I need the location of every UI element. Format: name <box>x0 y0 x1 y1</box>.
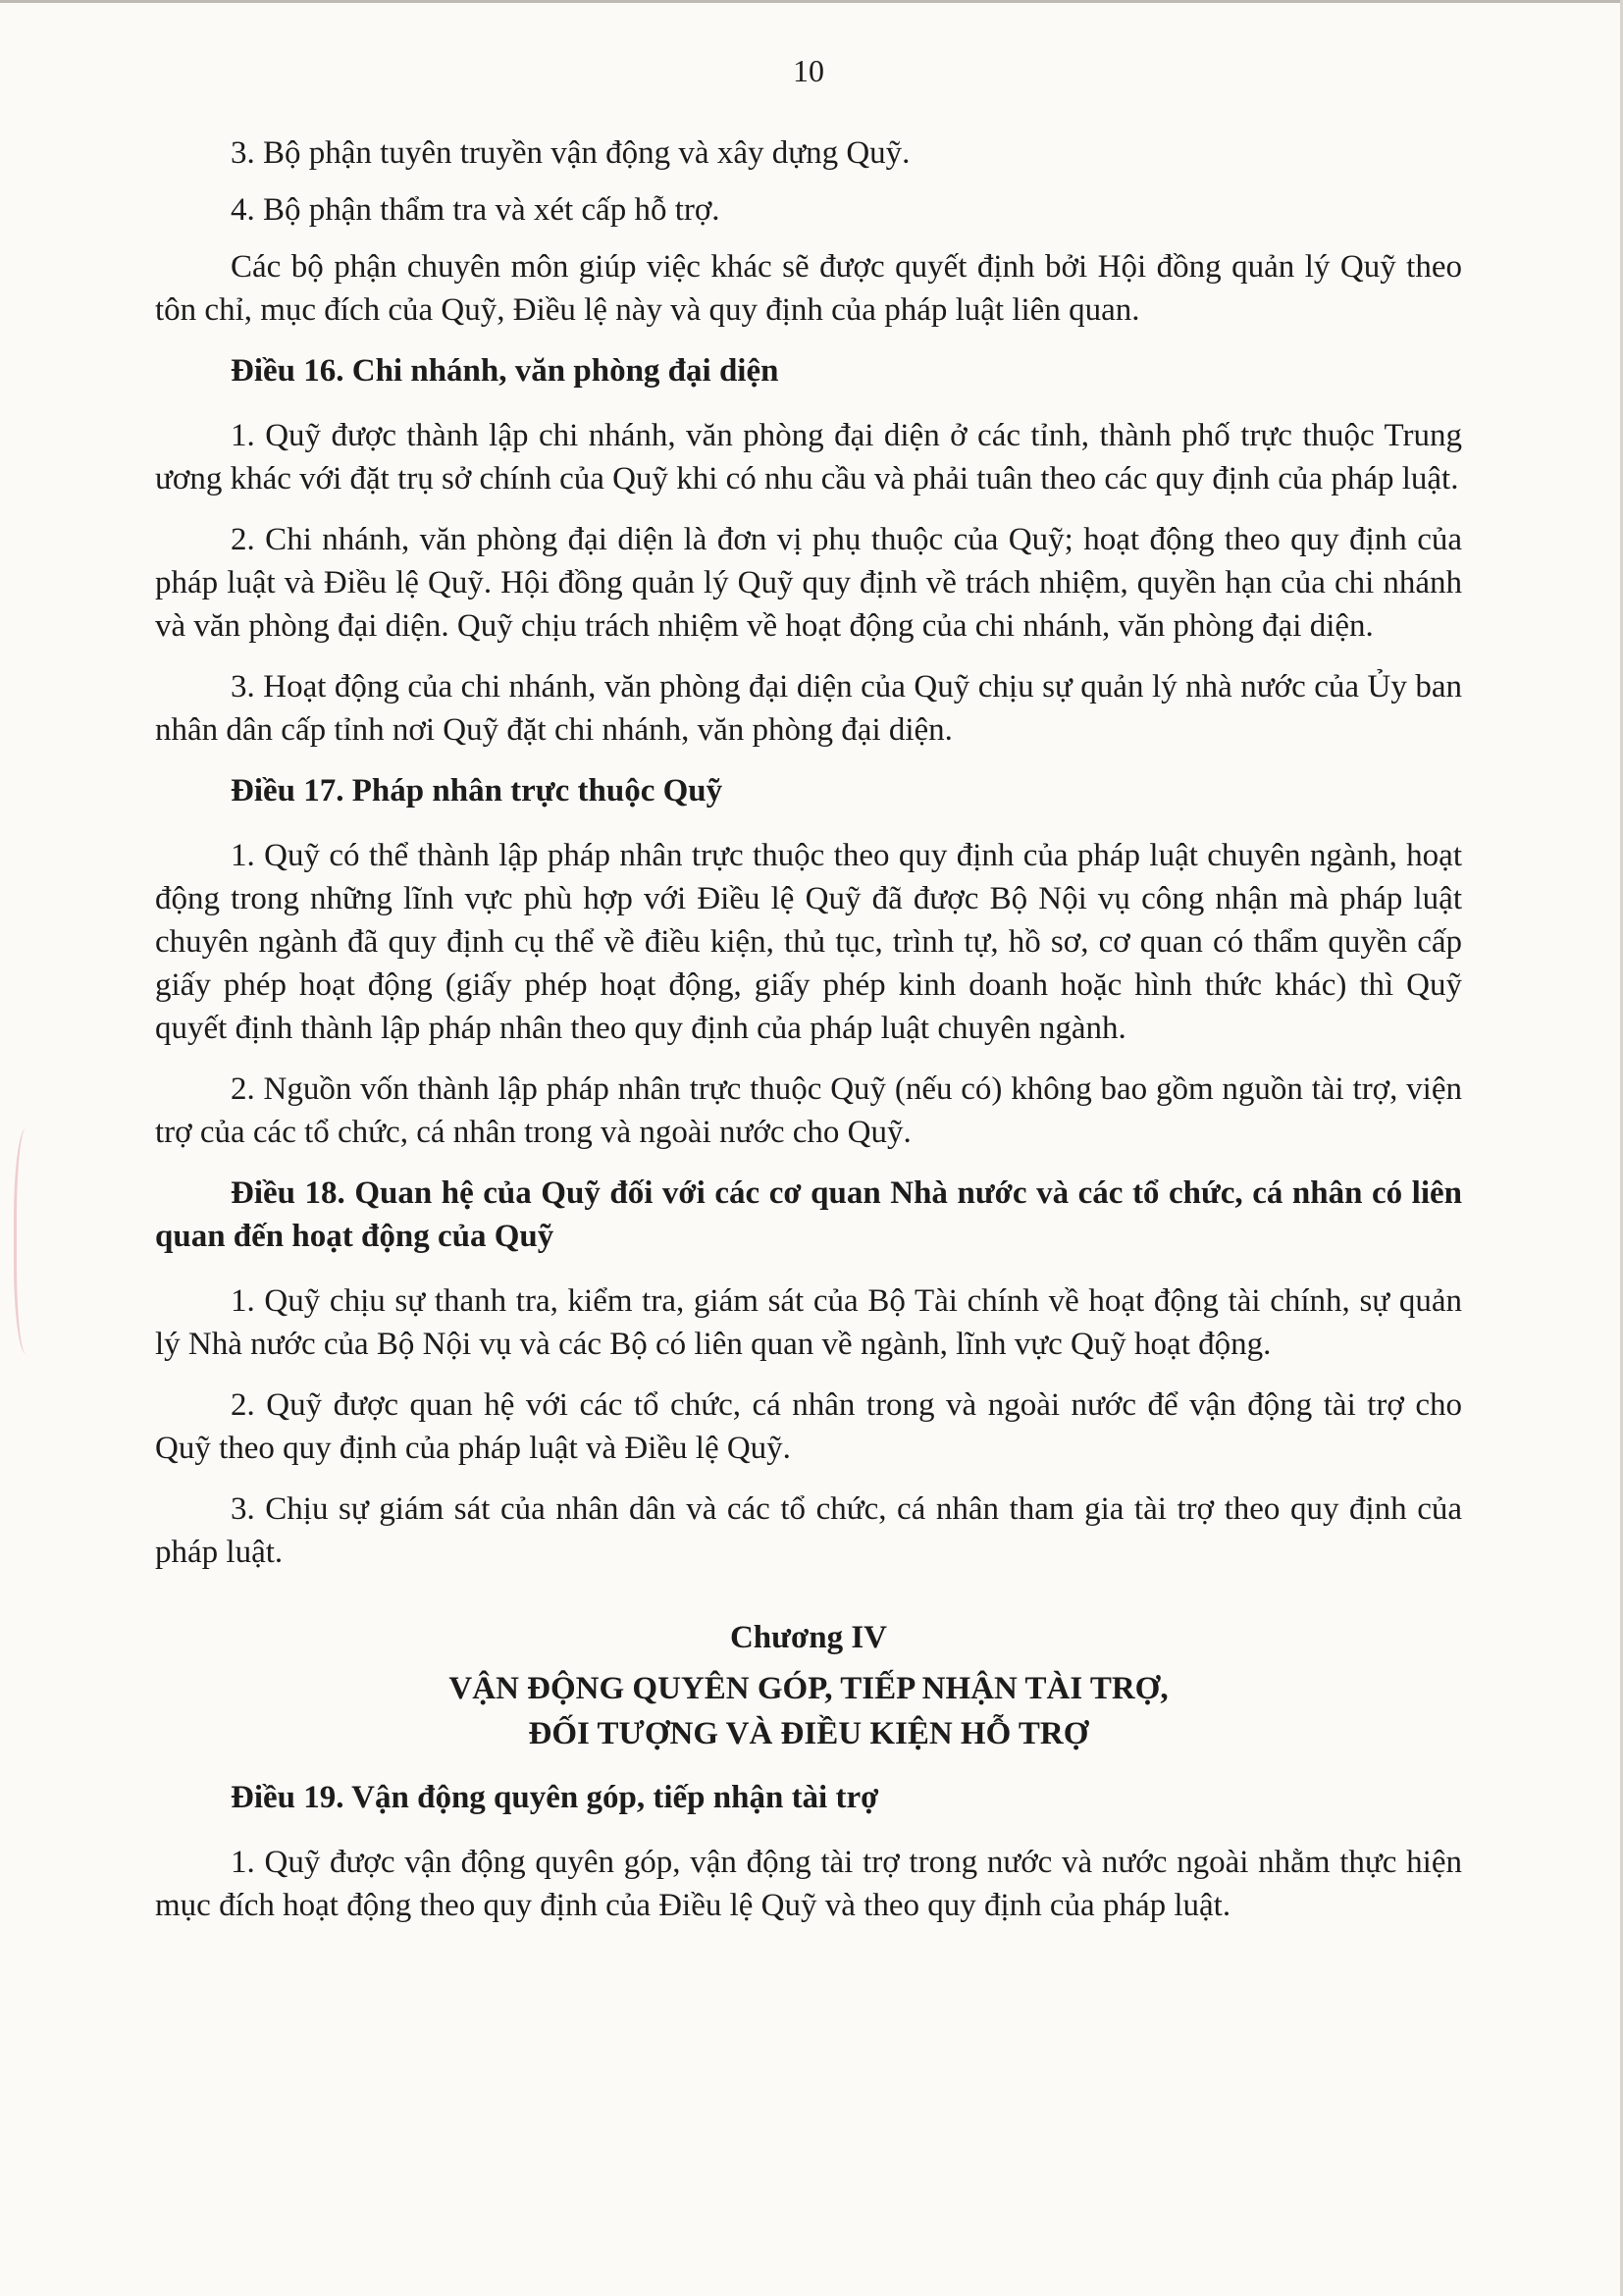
article-18-clause-3: 3. Chịu sự giám sát của nhân dân và các tổ chức, cá nhân tham gia tài trợ theo quy định của pháp luật. <box>155 1491 1462 1570</box>
stamp-mark-fragment <box>14 1128 44 1354</box>
chapter-title <box>155 1666 1462 1756</box>
article-19-heading: Điều 19. Vận động quyên góp, tiếp nhận tài trợ <box>231 1780 879 1815</box>
article-17-clause-1: 1. Quỹ có thể thành lập pháp nhân trực thuộc theo quy định của pháp luật chuyên ngành, hoạt động trong những lĩnh vực phù hợp với Điều lệ Quỹ đã được Bộ Nội vụ công nhận mà pháp luật chuyên ngành đã quy định cụ thể về điều kiện, thủ tục, trình tự, hồ sơ, cơ quan có thẩm quyền cấp giấy phép hoạt động (giấy phép hoạt động, giấy phép kinh doanh hoặc hình thức khác) thì Quỹ quyết định thành lập pháp nhân theo quy định của pháp luật chuyên ngành. <box>155 838 1462 1046</box>
paragraph-other-departments: Các bộ phận chuyên môn giúp việc khác sẽ được quyết định bởi Hội đồng quản lý Quỹ theo tôn chỉ, mục đích của Quỹ, Điều lệ này và quy định của pháp luật liên quan. <box>155 249 1462 328</box>
page-number: 10 <box>793 53 824 88</box>
article-18-clause-1: 1. Quỹ chịu sự thanh tra, kiểm tra, giám sát của Bộ Tài chính về hoạt động tài chính, sự quản lý Nhà nước của Bộ Nội vụ và các Bộ có liên quan về ngành, lĩnh vực Quỹ hoạt động. <box>155 1283 1462 1362</box>
article-17-heading: Điều 17. Pháp nhân trực thuộc Quỹ <box>231 773 723 809</box>
document-body <box>155 51 1462 1945</box>
article-18-clause-2: 2. Quỹ được quan hệ với các tổ chức, cá nhân trong và ngoài nước để vận động tài trợ cho Quỹ theo quy định của pháp luật và Điều lệ Quỹ. <box>155 1387 1462 1466</box>
paragraph-clause-3: 3. Bộ phận tuyên truyền vận động và xây dựng Quỹ. <box>231 135 911 171</box>
chapter-title-line-1: VẬN ĐỘNG QUYÊN GÓP, TIẾP NHẬN TÀI TRỢ, <box>448 1671 1169 1706</box>
paragraph-clause-4: 4. Bộ phận thẩm tra và xét cấp hỗ trợ. <box>231 192 720 228</box>
article-16-clause-1: 1. Quỹ được thành lập chi nhánh, văn phòng đại diện ở các tỉnh, thành phố trực thuộc Trung ương khác với đặt trụ sở chính của Quỹ khi có nhu cầu và phải tuân theo các quy định của pháp luật. <box>155 418 1462 496</box>
article-16-clause-2: 2. Chi nhánh, văn phòng đại diện là đơn vị phụ thuộc của Quỹ; hoạt động theo quy định của pháp luật và Điều lệ Quỹ. Hội đồng quản lý Quỹ quy định về trách nhiệm, quyền hạn của chi nhánh và văn phòng đại diện. Quỹ chịu trách nhiệm về hoạt động của chi nhánh, văn phòng đại diện. <box>155 522 1462 644</box>
chapter-title-line-2: ĐỐI TƯỢNG VÀ ĐIỀU KIỆN HỖ TRỢ <box>528 1716 1089 1751</box>
article-18-heading: Điều 18. Quan hệ của Quỹ đối với các cơ quan Nhà nước và các tổ chức, cá nhân có liên quan đến hoạt động của Quỹ <box>155 1175 1462 1254</box>
article-16-heading: Điều 16. Chi nhánh, văn phòng đại diện <box>231 353 779 389</box>
scan-top-edge <box>0 0 1623 3</box>
article-16-clause-3: 3. Hoạt động của chi nhánh, văn phòng đại diện của Quỹ chịu sự quản lý nhà nước của Ủy ban nhân dân cấp tỉnh nơi Quỹ đặt chi nhánh, văn phòng đại diện. <box>155 669 1462 748</box>
article-19-clause-1: 1. Quỹ được vận động quyên góp, vận động tài trợ trong nước và nước ngoài nhằm thực hiện mục đích hoạt động theo quy định của Điều lệ Quỹ và theo quy định của pháp luật. <box>155 1845 1462 1923</box>
article-17-clause-2: 2. Nguồn vốn thành lập pháp nhân trực thuộc Quỹ (nếu có) không bao gồm nguồn tài trợ, viện trợ của các tổ chức, cá nhân trong và ngoài nước cho Quỹ. <box>155 1071 1462 1150</box>
chapter-label: Chương IV <box>729 1620 888 1655</box>
